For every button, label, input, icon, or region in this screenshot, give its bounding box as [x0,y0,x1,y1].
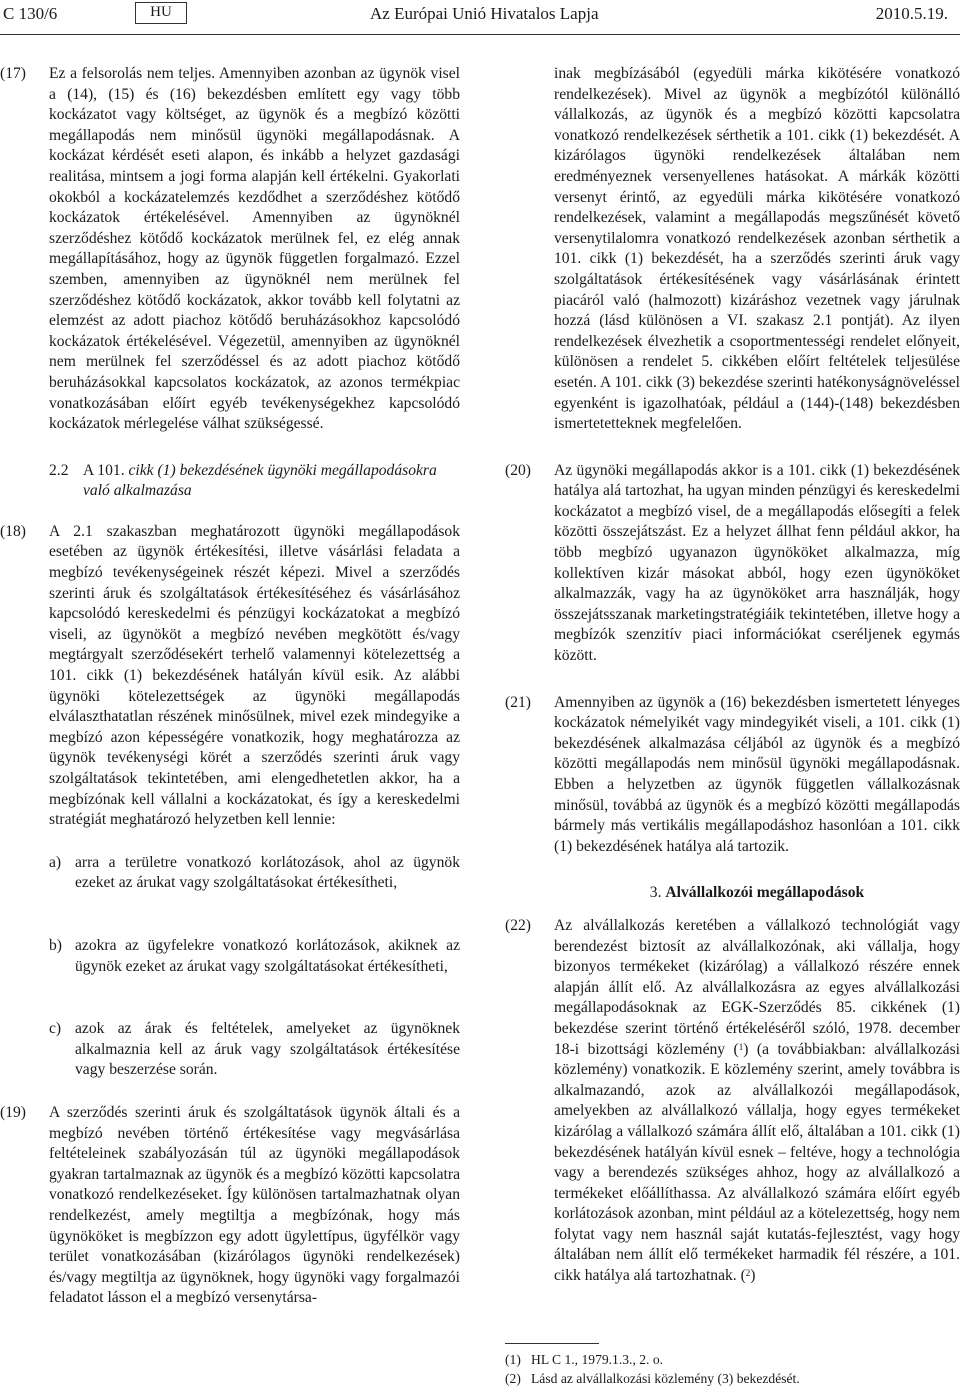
section-3-heading [505,883,960,904]
paragraph-17 [0,64,460,435]
paragraph-number: (21) [505,693,531,711]
paragraph-number: (20) [505,461,531,479]
paragraph-number: (19) [0,1103,26,1121]
paragraph-19 [0,1103,460,1309]
list-item-label: b) [49,936,62,954]
footnote-label: (1) [505,1352,521,1367]
paragraph-text: A 2.1 szakaszban meghatározott ügynöki megállapodások esetében az ügynök értékesítési, illetve vásárlási feladata a megbízó tevékenységeinek részét képezi. Mivel a szerződés szerinti áruk és szolgáltatások értékesítéséhez és vásárlásához kapcsolódó kereskedelmi és pénzügyi kockázatokat a megbízó viseli, az ügynököt a megbízó nevében megkötött és/vagy megtárgyalt szerződésekért terhelő valamennyi kötelezettség a 101. cikk (1) bekezdésének hatályán kívül esik. Az alábbi ügynöki kötelezettségek az ügynöki megállapodás elválaszthatatlan részének minősülnek, mivel ezek mindegyike a megbízó azon képességére vonatkozik, hogy meghatározza az ügynök tevékenységi körét a szerződés szerinti áruk vagy szolgáltatások tekintetében, ami elengedhetetlen akkor, ha a megbízónak kell vállalni a kockázatokat, és így a kereskedelmi stratégiát meghatározó helyzetben kell lennie: [49,522,460,829]
paragraph-number: (18) [0,522,26,540]
footnote-2 [505,1369,960,1388]
paragraph-18 [0,522,460,831]
paragraph-19-continued [505,64,960,435]
list-item [49,1019,460,1081]
list-item-text: azok az árak és feltételek, amelyeket az ügynöknek alkalmaznia kell az áruk vagy szolgáltatások értékesítése vagy beszerzése során. [75,1020,460,1079]
footnote-1 [505,1350,960,1369]
list-item-text: azokra az ügyfelekre vonatkozó korlátozások, akiknek az ügynök ezeket az árukat vagy szolgáltatásokat értékesítheti, [75,936,460,975]
footnote-text: Lásd az alvállalkozási közlemény (3) bekezdését. [531,1371,800,1386]
header-rule [0,34,960,35]
paragraph-22 [505,916,960,1287]
paragraph-21 [505,693,960,858]
list-item [49,853,460,894]
footnotes [505,1350,960,1388]
list-item-text: arra a területre vonatkozó korlátozások, ahol az ügynök ezeket az árukat vagy szolgáltatásokat értékesítheti, [75,853,460,892]
paragraph-text: Amennyiben az ügynök a (16) bekezdésben ismertetett lényeges kockázatok némelyikét vagy mindegyikét viseli, a 101. cikk (1) bekezdésének alkalmazása céljából az ügynök és a megbízó közötti megállapodás nem minősül ügynöki megállapodásnak. Ebben a helyzetben az ügynök független vállalkozásnak minősül, továbbá az ügynök és a megbízó közötti megállapodás bármely más vertikális megállapodáshoz hasonlóan a 101. cikk (1) bekezdésének hatálya alá tartozik. [554,693,960,855]
list-item-label: a) [49,853,62,871]
footnote-text: HL C 1., 1979.1.3., 2. o. [531,1352,664,1367]
paragraph-text: Az alvállalkozás keretében a vállalkozó technológiát vagy berendezést biztosít az alvállalkozónak, aki vállalja, hogy bizonyos termékeket (kizárólag) a vállalkozó részére ennek alapján állít elő. Az alvállalkozásra az egyes alvállalkozási megállapodásoknak az EGK-Szerződés 85. cikkének (1) bekezdése szerint történő értékeléséről szóló, 1978. december 18-i bizottsági közlemény ($^1$) (a továbbiakban: alvállalkozási közlemény) vonatkozik. E közlemény szerint, amely továbbra is alkalmazandó, azok az alvállalkozói megállapodások, amelyekben az alvállalkozó vállalja, hogy egyes termékeket kizárólag a vállalkozó számára állít elő, általában a 101. cikk (1) bekezdésének hatályán kívül esnek – feltéve, hogy a technológia vagy a berendezés szükséges ahhoz, hogy az alvállalkozó a termékeket előállíthassa. Az alvállalkozó számára előírt egyéb korlátozások azonban, mint például az a kötelezettség, hogy nem folytat vagy nem használ saját kutatás-fejlesztést, vagy hogy általában nem állít elő termékeket harmadik fél részére, a 101. cikk hatálya alá tartozhatnak. ($^2$) [554,916,960,1285]
paragraph-text: A szerződés szerinti áruk és szolgáltatások ügynök általi és a megbízó nevében történő értékesítése vagy megvásárlása feltételeinek szabályozásán túl az ügynöki megállapodások gyakran tartalmaznak az ügynök és a megbízó közötti kapcsolatra vonatkozó rendelkezéseket. Így különösen tartalmazhatnak olyan rendelkezést, amely megtiltja a megbízónak, hogy más ügynököket is megbízzon egy adott ügylettípus, ügyfélkör vagy terület vonatkozásában (kizárólagos ügynöki rendelkezések) és/vagy megtiltja az ügynöknek, hogy ügynöki vagy forgalmazói feladatot lásson el a megbízó versenytársa- [49,1103,460,1307]
left-column [0,64,460,1309]
paragraph-20 [505,461,960,667]
right-column [505,64,960,1287]
language-badge: HU [135,2,187,24]
footnote-label: (2) [505,1371,521,1386]
paragraph-number: (17) [0,65,26,82]
section-2-2-title [49,461,460,502]
paragraph-text: Ez a felsorolás nem teljes. Amennyiben azonban az ügynök visel a (14), (15) és (16) bekezdésben említett egy vagy több kockázatot vagy költséget, az ügynök és a megbízó közötti megállapodás nem minősül ügynöki megállapodásnak. A kockázat kérdését eseti alapon, és inkább a helyzet gazdasági realitása, mintsem a jogi forma alapján kell értékelni. Gyakorlati okokból a kockázatelemzés kezdődhet a szerződéshez kötődő kockázatok értékelésével. Amennyiben az ügynöknél szerződéshez kötődő kockázatok merülnek fel, ez elég annak megállapításához, hogy az ügynök független forgalmazó. Ezzel szemben, amennyiben az ügynöknél nem merülnek fel szerződéshez kötődő kockázatok, akkor tovább kell folytatni az elemzést az adott piachoz kötődő beruházásokhoz kapcsolódó kockázatok értékelésével. Végezetül, amennyiben az ügynöknél nem merülnek fel szerződéssel és az adott piachoz kötődő beruházásokkal kapcsolatos kockázatok, az azonos termékpiac vonatkozásában előírt egyéb tevékenységekhez kapcsolódó kockázatok mérlegelése válhat szükségessé. [49,65,460,433]
section-title: Alvállalkozói megállapodások [665,884,865,902]
publication-date: 2010.5.19. [875,4,948,23]
section-number: 2.2 [49,461,69,479]
footnote-ref-2[interactable]: 2 [745,1268,751,1279]
paragraph-text: inak megbízásából (egyedüli márka kikötésére vonatkozó rendelkezések). Mivel az ügynök a megbízótól különálló vállalkozás, az ügynök és a megbízó közötti kapcsolatra vonatkozó rendelkezések sérthetik a 101. cikk (1) bekezdését. A kizárólagos ügynöki rendelkezések általában nem eredményeznek versenyellenes hatásokat. A márkák közötti versenyt érintő, az egyedüli márka kikötésére vonatkozó rendelkezések, valamint a megállapodás megszűnését követő versenytilalomra vonatkozó rendelkezések azonban sérthetik a 101. cikk (1) bekezdését, ha a szerződés szerinti áruk vagy szolgáltatások értékesítésének vagy vásárlásának érintett piacáról való (halmozott) kizáráshoz vezetnek vagy járulnak hozzá (lásd különösen a VI. szakasz 2.1 pontját). Az ilyen rendelkezések élvezhetik a csoportmentességi rendelet előnyeit, különösen a rendelet 5. cikkében előírt feltételek teljesülése esetén. A 101. cikk (3) bekezdése szerinti hatékonyságnöveléssel egyenként is igazolhatóak, például a (144)-(148) bekezdésben ismertetetteknek megfelelően. [554,65,960,433]
paragraph-number: (22) [505,916,531,934]
section-number: 3. [649,884,662,902]
journal-reference: C 130/6 [3,4,58,23]
section-article-ref: A 101. [83,461,125,479]
footnote-rule [505,1343,599,1344]
footnote-ref-1[interactable]: 1 [738,1041,744,1052]
list-item-label: c) [49,1020,62,1038]
section-title-text: cikk (1) bekezdésének ügynöki megállapodásokra való alkalmazása [83,461,437,500]
list-item [49,936,460,977]
journal-title: Az Európai Unió Hivatalos Lapja [370,4,599,23]
page-header [0,0,960,34]
paragraph-text: Az ügynöki megállapodás akkor is a 101. cikk (1) bekezdésének hatálya alá tartozhat, ha ugyan minden pénzügyi és kereskedelmi kockázatot a megbízó visel, de a megállapodás elősegíti a felek közötti összejátszást. Ez a helyzet állhat fenn például akkor, ha több megbízó ugyanazon ügynököket alkalmazza, míg kollektíven kizár másokat abból, hogy ezen ügynököket alkalmazzák, vagy ha az ügynököket arra használják, hogy összejátsszanak marketingstratégiáik tekintetében, illetve hogy a megbízók szenzitív piaci információkat cseréljenek egymás között. [554,461,960,665]
